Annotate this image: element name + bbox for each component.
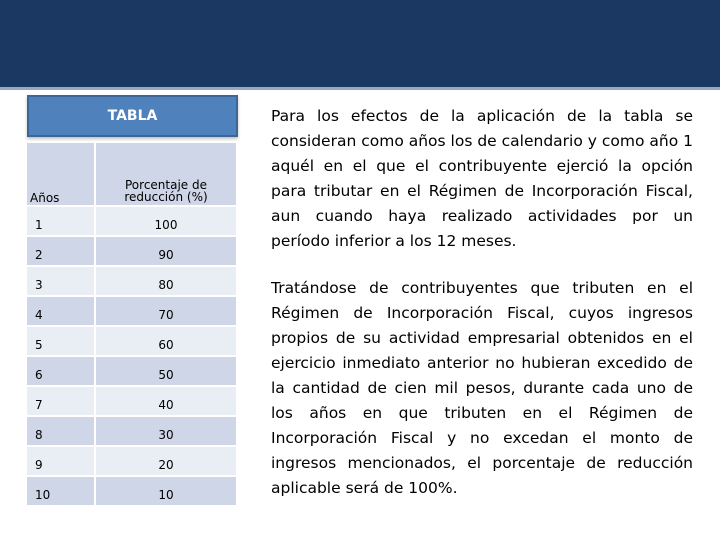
percentage-cell: 40 (158, 398, 174, 412)
percentage-header-cell (96, 143, 238, 207)
percentage-cell: 100 (154, 218, 178, 232)
paragraph-calendar-years: Para los efectos de la aplicación de la tabla se consideran como años los de calendario y como año 1 aquél en el que el contribuyente ejerció la opción para tributar en el Régimen de Incorporación Fiscal, aun cuando haya realizado actividades por un período inferior a los 12 meses. (271, 107, 693, 250)
table-header-row (27, 143, 238, 207)
reduction-table (27, 95, 238, 507)
year-cell: 4 (35, 308, 43, 322)
table-row (27, 477, 238, 507)
year-cell: 6 (35, 368, 43, 382)
percentage-cell: 90 (158, 248, 174, 262)
year-cell: 1 (35, 218, 43, 232)
table-row (27, 207, 238, 237)
percentage-header: Porcentaje de reducción (%) (124, 178, 208, 204)
percentage-cell: 50 (158, 368, 174, 382)
years-header: Años (30, 191, 60, 205)
year-cell: 2 (35, 248, 43, 262)
paragraph-reduction-100: Tratándose de contribuyentes que tributen en el Régimen de Incorporación Fiscal, cuyos ingresos propios de su actividad empresarial obtenidos en el ejercicio inmediato anterior no hubieran excedido de la cantidad de cien mil pesos, durante cada uno de los años en que tributen en el Régimen de Incorporación Fiscal y no excedan el monto de ingresos mencionados, el porcentaje de reducción aplicable será de 100%. (271, 279, 693, 497)
table-row (27, 357, 238, 387)
percentage-cell: 10 (158, 488, 174, 502)
table-row (27, 267, 238, 297)
slide-header-bar (0, 0, 720, 90)
table-row (27, 387, 238, 417)
year-cell: 3 (35, 278, 43, 292)
year-cell: 7 (35, 398, 43, 412)
percentage-cell: 60 (158, 338, 174, 352)
percentage-cell: 20 (158, 458, 174, 472)
table-row (27, 417, 238, 447)
year-cell: 5 (35, 338, 43, 352)
body-text (271, 104, 693, 523)
table-row (27, 447, 238, 477)
percentage-cell: 70 (158, 308, 174, 322)
percentage-cell: 30 (158, 428, 174, 442)
year-cell: 8 (35, 428, 43, 442)
percentage-cell: 80 (158, 278, 174, 292)
table-title: TABLA (27, 95, 238, 137)
table-row (27, 297, 238, 327)
year-cell: 9 (35, 458, 43, 472)
table-row (27, 237, 238, 267)
years-header-cell (27, 143, 96, 207)
year-cell: 10 (35, 488, 51, 502)
table-row (27, 327, 238, 357)
